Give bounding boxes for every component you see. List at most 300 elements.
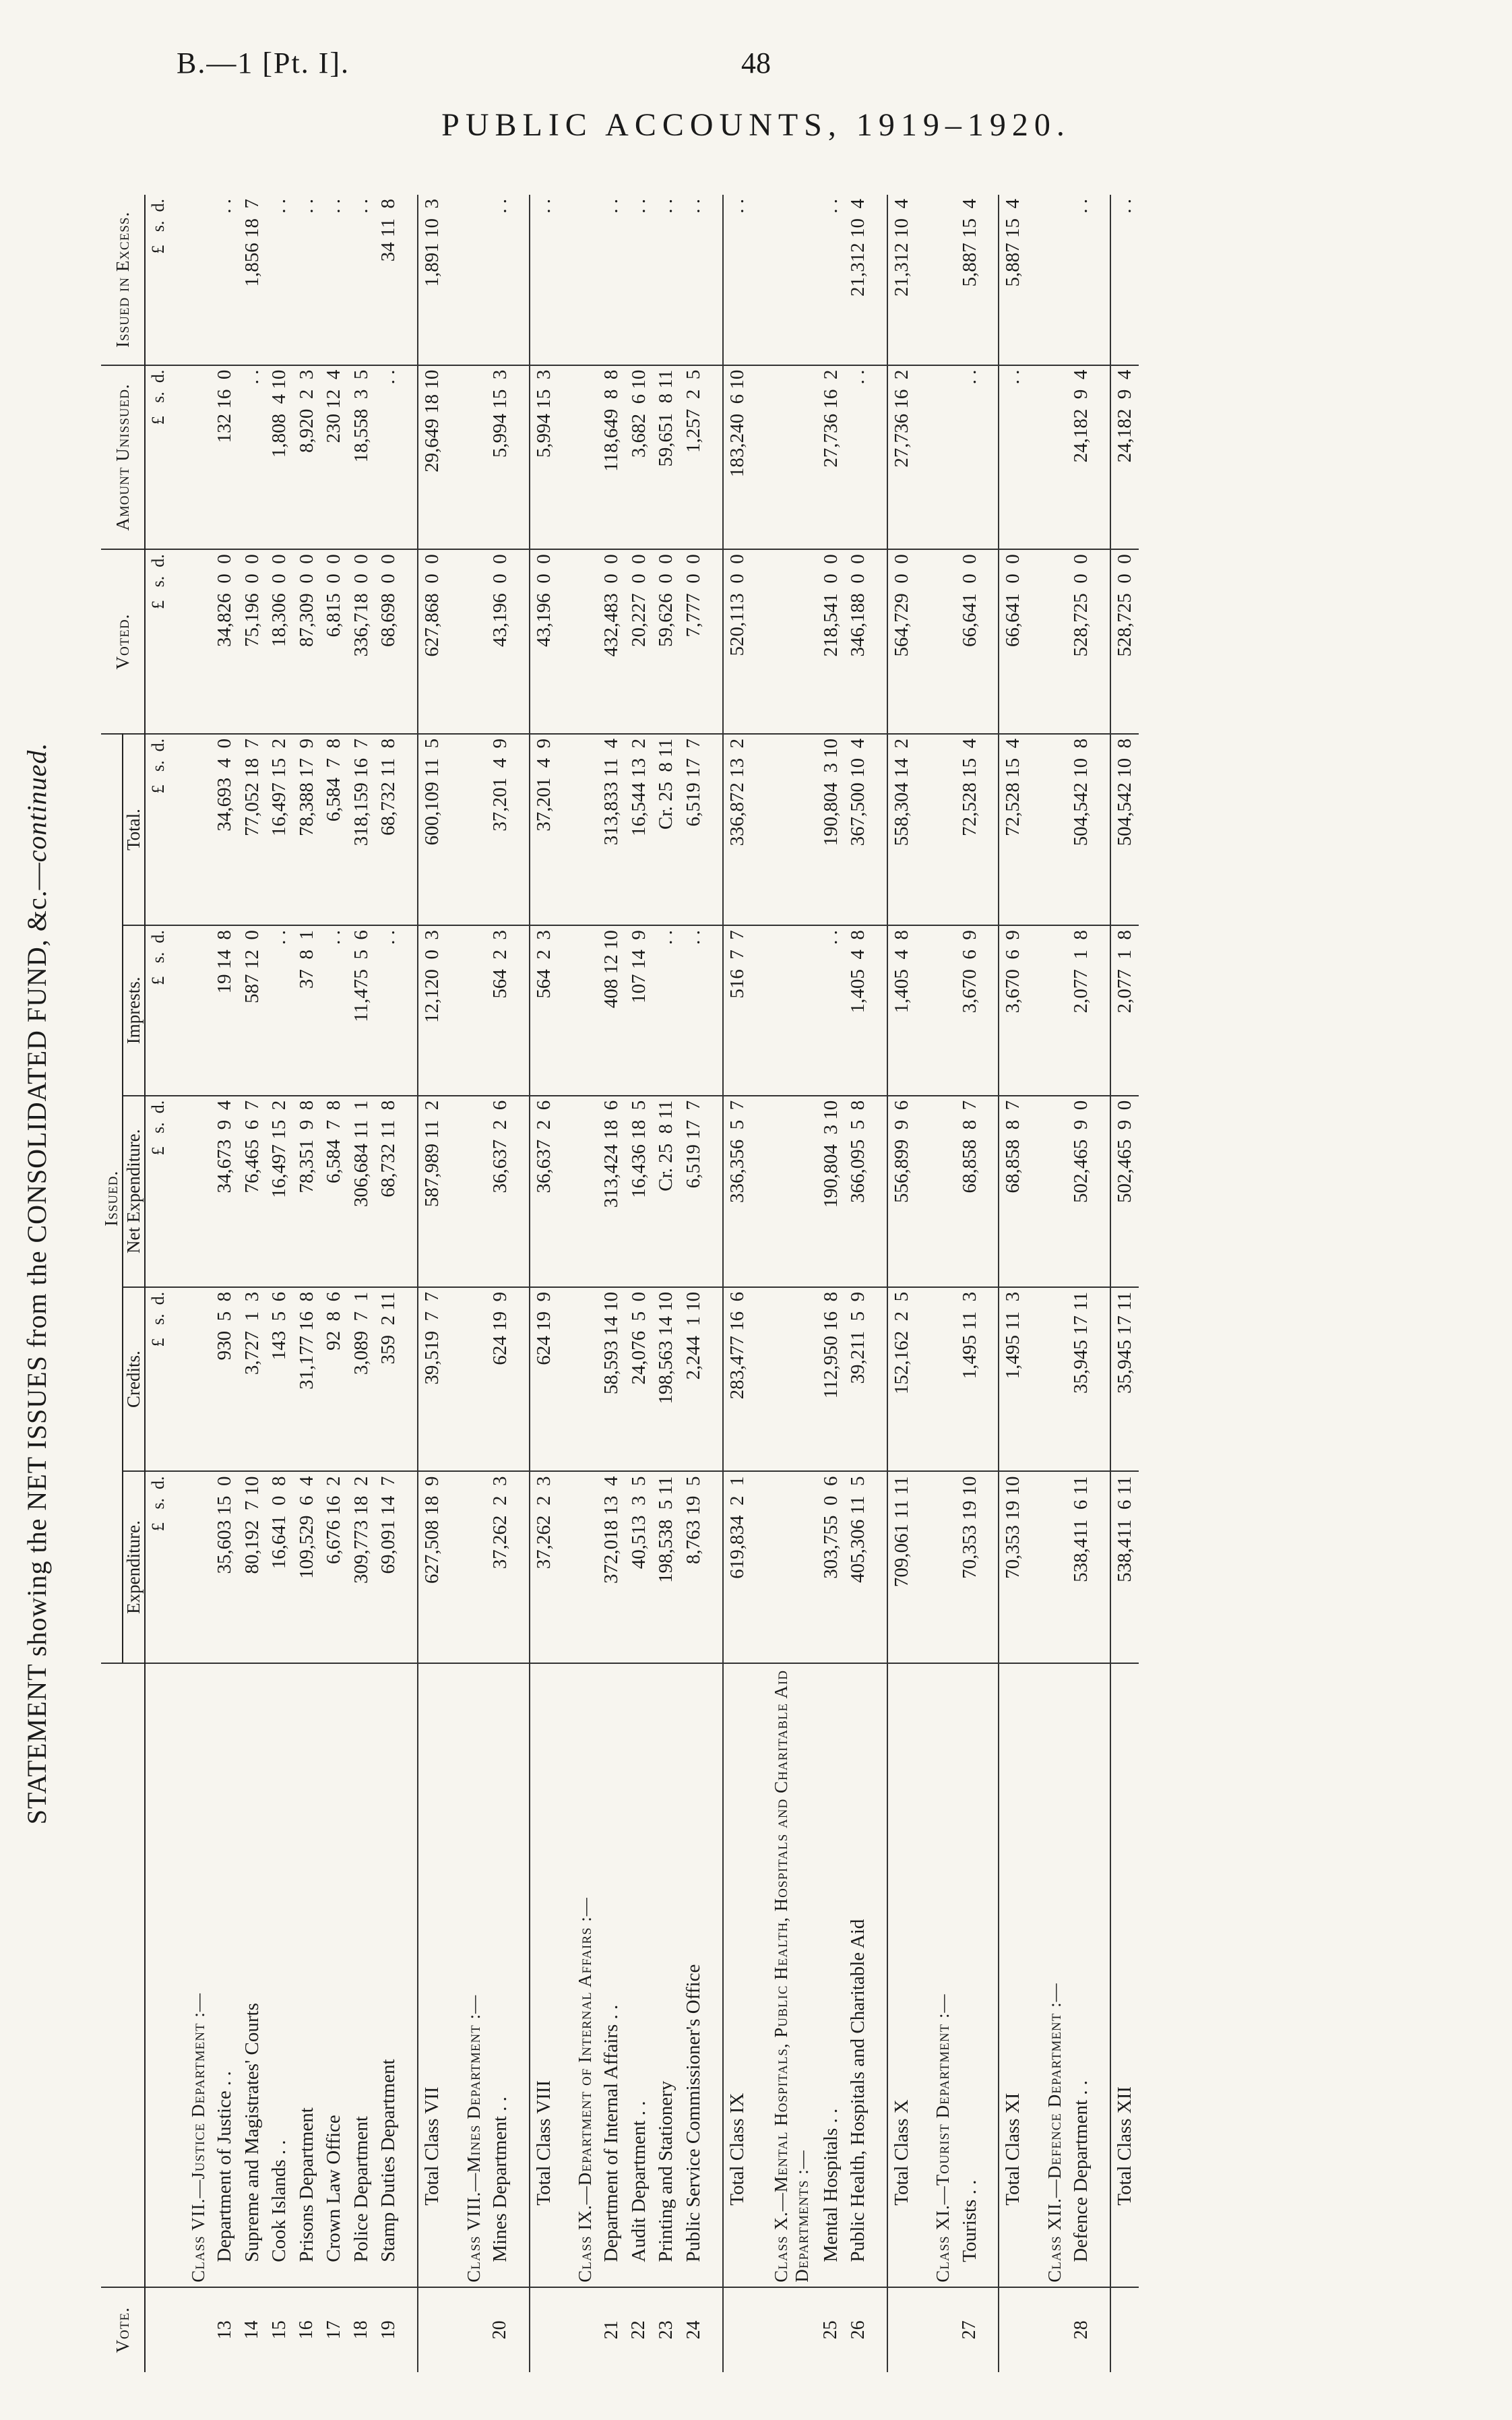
total-imp: 2,077 1 8	[1110, 925, 1139, 1096]
amount-imp: 19 14 8	[211, 925, 239, 1096]
amount-excess: . .	[350, 199, 372, 214]
empty-cell	[1042, 1287, 1067, 1472]
amount-voted: 218,541 0 0	[817, 549, 845, 734]
empty-cell	[402, 925, 418, 1096]
amount-exp: 372,018 13 4	[598, 1471, 626, 1663]
empty-cell	[446, 1287, 461, 1472]
empty-cell	[707, 365, 723, 550]
amount-exp: 35,603 15 0	[211, 1471, 239, 1663]
empty-cell	[461, 1471, 486, 1663]
row-description: Mental Hospitals . .	[817, 1663, 845, 2287]
amount-total: 77,052 18 7	[239, 734, 266, 925]
amount-net: 306,684 11 1	[348, 1096, 375, 1287]
description-cell	[557, 1663, 572, 2287]
total-excess: . .	[1110, 195, 1139, 365]
vote-cell	[999, 2287, 1027, 2372]
empty-cell	[557, 549, 572, 734]
imprests-header: Imprests.	[123, 925, 145, 1096]
empty-cell	[572, 925, 598, 1096]
amount-net: 36,637 2 6	[486, 1096, 514, 1287]
total-total: 558,304 14 2	[887, 734, 916, 925]
empty-cell	[916, 365, 931, 550]
vote-cell	[185, 2287, 211, 2372]
class-total-row	[999, 195, 1027, 2372]
empty-cell	[916, 1287, 931, 1472]
amount-imp: . .	[375, 925, 403, 1096]
empty-cell	[931, 1287, 956, 1472]
amount-total: 16,544 13 2	[625, 734, 653, 925]
vote-number: 22	[625, 2287, 653, 2372]
table-row	[653, 195, 681, 2372]
amount-cred: 35,945 17 11	[1067, 1287, 1095, 1472]
amount-total: 37,201 4 9	[486, 734, 514, 925]
amount-excess: 34 11 8	[377, 199, 400, 262]
amount-net: 366,095 5 8	[844, 1096, 872, 1287]
empty-cell	[1042, 1471, 1067, 1663]
page-number: 48	[741, 46, 771, 80]
table-row	[486, 195, 514, 2372]
vote-number: 26	[844, 2287, 872, 2372]
table-body	[145, 195, 1139, 2372]
spacer-row	[446, 195, 461, 2372]
row-description: Department of Justice . .	[211, 1663, 239, 2287]
empty-cell	[707, 195, 723, 365]
total-exp: 627,508 18 9	[418, 1471, 446, 1663]
amount-voted: 43,196 0 0	[486, 549, 514, 734]
vote-number: 14	[239, 2287, 266, 2372]
total-unissued: 29,649 18 10	[418, 365, 446, 550]
vote-cell	[170, 2287, 185, 2372]
amount-exp: 37,262 2 3	[486, 1471, 514, 1663]
amount-unissued: 24,182 9 4	[1067, 365, 1095, 550]
empty-cell	[983, 734, 999, 925]
unit-label: £ s. d.	[145, 549, 170, 734]
spacer-row	[751, 195, 766, 2372]
empty-cell	[402, 1096, 418, 1287]
total-excess: 21,312 10 4	[887, 195, 916, 365]
amount-cred: 1,495 11 3	[956, 1287, 984, 1472]
empty-cell	[514, 925, 530, 1096]
total-total: 504,542 10 8	[1110, 734, 1139, 925]
amount-excess: . .	[600, 199, 623, 214]
amount-excess: 1,856 18 7	[241, 199, 263, 287]
vote-number: 21	[598, 2287, 626, 2372]
amount-imp: 408 12 10	[598, 925, 626, 1096]
amount-cred: 3,089 7 1	[348, 1287, 375, 1472]
empty-cell	[983, 925, 999, 1096]
vote-number: 18	[348, 2287, 375, 2372]
amount-imp: . .	[320, 925, 348, 1096]
empty-cell	[872, 365, 887, 550]
total-total: 600,109 11 5	[418, 734, 446, 925]
vote-cell	[887, 2287, 916, 2372]
empty-cell	[983, 1287, 999, 1472]
vote-cell	[557, 2287, 572, 2372]
amount-excess: . .	[489, 199, 511, 214]
total-label: Total Class XII	[1110, 1663, 1139, 2287]
table-row	[598, 195, 626, 2372]
empty-cell	[514, 365, 530, 550]
vote-number: 23	[653, 2287, 681, 2372]
empty-cell	[446, 1471, 461, 1663]
empty-cell	[446, 365, 461, 550]
total-label: Total Class X	[887, 1663, 916, 2287]
amount-exp: 40,513 3 5	[625, 1471, 653, 1663]
empty-cell	[983, 1471, 999, 1663]
table-row	[680, 195, 707, 2372]
unit-label: £ s. d.	[145, 1471, 170, 1663]
amount-voted: 20,227 0 0	[625, 549, 653, 734]
empty-cell	[170, 1287, 185, 1472]
amount-cred: 359 2 11	[375, 1287, 403, 1472]
row-description: Police Department	[348, 1663, 375, 2287]
amount-unissued: 27,736 16 2	[817, 365, 845, 550]
amount-voted: 432,483 0 0	[598, 549, 626, 734]
total-exp: 70,353 19 10	[999, 1471, 1027, 1663]
description-cell	[446, 1663, 461, 2287]
unit-label: £ s. d.	[145, 1096, 170, 1287]
empty-cell	[916, 734, 931, 925]
row-description: Supreme and Magistrates' Courts	[239, 1663, 266, 2287]
amount-cred: 39,211 5 9	[844, 1287, 872, 1472]
empty-cell	[1095, 1096, 1110, 1287]
amount-excess: 5,887 15 4	[958, 199, 980, 287]
amount-voted: 75,196 0 0	[239, 549, 266, 734]
vote-number: 19	[375, 2287, 403, 2372]
unissued-header: Amount Unissued.	[101, 365, 145, 550]
class-total-row	[418, 195, 446, 2372]
unit-label: £ s. d.	[145, 1287, 170, 1472]
table-row	[844, 195, 872, 2372]
description-cell	[751, 1663, 766, 2287]
spacer-row	[557, 195, 572, 2372]
description-cell	[1095, 1663, 1110, 2287]
amount-excess: . .	[323, 199, 345, 214]
amount-voted: 66,641 0 0	[956, 549, 984, 734]
class-heading-row	[461, 195, 486, 2372]
amount-exp: 309,773 18 2	[348, 1471, 375, 1663]
empty-cell	[557, 1096, 572, 1287]
vote-number: 20	[486, 2287, 514, 2372]
total-voted: 564,729 0 0	[887, 549, 916, 734]
empty-cell	[461, 195, 486, 365]
total-exp: 709,061 11 11	[887, 1471, 916, 1663]
class-heading-row	[572, 195, 598, 2372]
empty-cell	[872, 195, 887, 365]
row-description: Public Health, Hospitals and Charitable Aid	[844, 1663, 872, 2287]
amount-excess: . .	[1070, 199, 1092, 214]
total-excess: . .	[530, 195, 558, 365]
vote-cell	[872, 2287, 887, 2372]
empty-cell	[1027, 549, 1042, 734]
document-reference: B.—1 [Pt. I].	[177, 46, 350, 80]
empty-cell	[1095, 365, 1110, 550]
voted-header: Voted.	[101, 549, 145, 734]
vote-cell	[983, 2287, 999, 2372]
empty-cell	[514, 1096, 530, 1287]
amount-cred: 31,177 16 8	[293, 1287, 321, 1472]
empty-cell	[1027, 1287, 1042, 1472]
empty-cell	[931, 365, 956, 550]
empty-cell	[751, 925, 766, 1096]
total-imp: 1,405 4 8	[887, 925, 916, 1096]
amount-unissued: 1,808 4 10	[265, 365, 293, 550]
total-voted: 627,868 0 0	[418, 549, 446, 734]
empty-cell	[983, 1096, 999, 1287]
empty-cell	[170, 925, 185, 1096]
vote-number: 28	[1067, 2287, 1095, 2372]
unit-label: £ s. d.	[145, 734, 170, 925]
empty-cell	[572, 195, 598, 365]
spacer-row	[1095, 195, 1110, 2372]
amount-imp: . .	[265, 925, 293, 1096]
amount-exp: 405,306 11 5	[844, 1471, 872, 1663]
empty-cell	[185, 365, 211, 550]
total-net: 502,465 9 0	[1110, 1096, 1139, 1287]
description-cell	[402, 1663, 418, 2287]
vote-cell	[530, 2287, 558, 2372]
empty-cell	[1027, 195, 1042, 365]
amount-net: Cr. 25 8 11	[653, 1096, 681, 1287]
empty-cell	[446, 549, 461, 734]
empty-cell	[931, 925, 956, 1096]
empty-cell	[402, 1287, 418, 1472]
total-net: 336,356 5 7	[723, 1096, 751, 1287]
row-description: Crown Law Office	[320, 1663, 348, 2287]
vote-cell	[1110, 2287, 1139, 2372]
amount-imp: 11,475 5 6	[348, 925, 375, 1096]
amount-cred: 112,950 16 8	[817, 1287, 845, 1472]
spacer-row	[1027, 195, 1042, 2372]
description-cell	[983, 1663, 999, 2287]
empty-cell	[1027, 925, 1042, 1096]
net-issues-table	[101, 195, 1139, 2372]
amount-net: 6,519 17 7	[680, 1096, 707, 1287]
unit-label: £ s. d.	[145, 365, 170, 550]
vote-number: 16	[293, 2287, 321, 2372]
empty-cell	[402, 195, 418, 365]
row-description: Stamp Duties Department	[375, 1663, 403, 2287]
amount-cred: 143 5 6	[265, 1287, 293, 1472]
empty-cell	[1095, 195, 1110, 365]
empty-cell	[916, 549, 931, 734]
empty-cell	[766, 365, 817, 550]
amount-excess: 21,312 10 4	[847, 199, 869, 297]
amount-imp: 37 8 1	[293, 925, 321, 1096]
amount-unissued: . .	[375, 365, 403, 550]
total-excess: 1,891 10 3	[418, 195, 446, 365]
table-row	[817, 195, 845, 2372]
vote-cell	[446, 2287, 461, 2372]
spacer-row	[170, 195, 185, 2372]
empty-cell	[185, 1096, 211, 1287]
class-total-row	[723, 195, 751, 2372]
total-imp: 3,670 6 9	[999, 925, 1027, 1096]
row-description: Audit Department . .	[625, 1663, 653, 2287]
amount-voted: 59,626 0 0	[653, 549, 681, 734]
empty-cell	[514, 195, 530, 365]
class-heading: Class VII.—Justice Department :—	[185, 1663, 211, 2287]
amount-net: 78,351 9 8	[293, 1096, 321, 1287]
amount-imp: . .	[680, 925, 707, 1096]
amount-imp: . .	[653, 925, 681, 1096]
empty-cell	[461, 1287, 486, 1472]
amount-net: 34,673 9 4	[211, 1096, 239, 1287]
empty-cell	[461, 734, 486, 925]
credits-header: Credits.	[123, 1287, 145, 1472]
empty-cell	[916, 1096, 931, 1287]
amount-excess: . .	[683, 199, 704, 214]
description-header	[101, 1663, 145, 2287]
page-title: PUBLIC ACCOUNTS, 1919–1920.	[441, 107, 1071, 143]
empty-cell	[872, 1096, 887, 1287]
table-row	[239, 195, 266, 2372]
empty-cell	[572, 365, 598, 550]
row-description: Defence Department . .	[1067, 1663, 1095, 2287]
table-row	[375, 195, 403, 2372]
total-exp: 538,411 6 11	[1110, 1471, 1139, 1663]
empty-cell	[185, 195, 211, 365]
spacer-row	[872, 195, 887, 2372]
amount-exp: 70,353 19 10	[956, 1471, 984, 1663]
row-description: Department of Internal Affairs . .	[598, 1663, 626, 2287]
empty-cell	[1042, 195, 1067, 365]
total-excess: . .	[723, 195, 751, 365]
amount-exp: 109,529 6 4	[293, 1471, 321, 1663]
empty-cell	[572, 1471, 598, 1663]
total-net: 556,899 9 6	[887, 1096, 916, 1287]
empty-cell	[983, 365, 999, 550]
total-unissued: . .	[999, 365, 1027, 550]
vote-number: 13	[211, 2287, 239, 2372]
empty-cell	[1042, 734, 1067, 925]
amount-total: 190,804 3 10	[817, 734, 845, 925]
page-header	[0, 0, 1512, 182]
amount-exp: 6,676 16 2	[320, 1471, 348, 1663]
class-total-row	[1110, 195, 1139, 2372]
vote-header: Vote.	[101, 2287, 145, 2372]
empty-cell	[402, 734, 418, 925]
empty-cell	[751, 734, 766, 925]
amount-imp: 3,670 6 9	[956, 925, 984, 1096]
amount-exp: 16,641 0 8	[265, 1471, 293, 1663]
empty-cell	[557, 734, 572, 925]
vote-cell	[1095, 2287, 1110, 2372]
empty-cell	[916, 1471, 931, 1663]
empty-cell	[185, 734, 211, 925]
empty-cell	[514, 549, 530, 734]
total-label: Total Class XI	[999, 1663, 1027, 2287]
empty-cell	[185, 1287, 211, 1472]
empty-cell	[1095, 734, 1110, 925]
amount-exp: 80,192 7 10	[239, 1471, 266, 1663]
empty-cell	[170, 1096, 185, 1287]
empty-cell	[766, 1471, 817, 1663]
total-net: 587,989 11 2	[418, 1096, 446, 1287]
amount-cred: 24,076 5 0	[625, 1287, 653, 1472]
empty-cell	[751, 549, 766, 734]
vote-cell	[1027, 2287, 1042, 2372]
amount-cred: 3,727 1 3	[239, 1287, 266, 1472]
amount-exp: 538,411 6 11	[1067, 1471, 1095, 1663]
amount-net: 68,732 11 8	[375, 1096, 403, 1287]
amount-total: 318,159 16 7	[348, 734, 375, 925]
amount-net: 6,584 7 8	[320, 1096, 348, 1287]
total-excess: 5,887 15 4	[999, 195, 1027, 365]
class-heading-row	[931, 195, 956, 2372]
row-description: Prisons Department	[293, 1663, 321, 2287]
empty-cell	[185, 925, 211, 1096]
total-voted: 528,725 0 0	[1110, 549, 1139, 734]
spacer-row	[707, 195, 723, 2372]
amount-total: 68,732 11 8	[375, 734, 403, 925]
empty-cell	[572, 1287, 598, 1472]
amount-imp: 107 14 9	[625, 925, 653, 1096]
class-heading: Class XI.—Tourist Department :—	[931, 1663, 956, 2287]
class-heading-row	[766, 195, 817, 2372]
amount-voted: 346,188 0 0	[844, 549, 872, 734]
total-label: Total Class VII	[418, 1663, 446, 2287]
amount-voted: 528,725 0 0	[1067, 549, 1095, 734]
vote-cell	[572, 2287, 598, 2372]
amount-total: 72,528 15 4	[956, 734, 984, 925]
empty-cell	[872, 1287, 887, 1472]
empty-cell	[170, 1471, 185, 1663]
amount-excess: . .	[268, 199, 290, 214]
empty-cell	[514, 1287, 530, 1472]
row-description: Public Service Commissioner's Office	[680, 1663, 707, 2287]
total-voted: 43,196 0 0	[530, 549, 558, 734]
empty-cell	[707, 925, 723, 1096]
empty-cell	[402, 549, 418, 734]
total-exp: 619,834 2 1	[723, 1471, 751, 1663]
total-unissued: 27,736 16 2	[887, 365, 916, 550]
vote-number: 17	[320, 2287, 348, 2372]
amount-voted: 68,698 0 0	[375, 549, 403, 734]
total-voted: 520,113 0 0	[723, 549, 751, 734]
empty-cell	[402, 1471, 418, 1663]
empty-cell	[983, 195, 999, 365]
empty-cell	[872, 925, 887, 1096]
empty-cell	[931, 734, 956, 925]
total-unissued: 5,994 15 3	[530, 365, 558, 550]
row-description: Printing and Stationery	[653, 1663, 681, 2287]
total-label: Total Class VIII	[530, 1663, 558, 2287]
vote-cell	[461, 2287, 486, 2372]
amount-total: 16,497 15 2	[265, 734, 293, 925]
amount-cred: 2,244 1 10	[680, 1287, 707, 1472]
empty-cell	[557, 365, 572, 550]
description-cell	[514, 1663, 530, 2287]
class-heading: Class XII.—Defence Department :—	[1042, 1663, 1067, 2287]
empty-cell	[1027, 1471, 1042, 1663]
unit-label: £ s. d.	[145, 925, 170, 1096]
total-cred: 39,519 7 7	[418, 1287, 446, 1472]
empty-cell	[572, 734, 598, 925]
spacer-row	[402, 195, 418, 2372]
empty-cell	[916, 195, 931, 365]
unit-label: £ s. d.	[148, 199, 168, 254]
empty-cell	[916, 925, 931, 1096]
table-row	[956, 195, 984, 2372]
empty-cell	[751, 1471, 766, 1663]
vote-cell	[766, 2287, 817, 2372]
table-row	[1067, 195, 1095, 2372]
row-description: Cook Islands . .	[265, 1663, 293, 2287]
amount-excess: . .	[295, 199, 317, 214]
vote-cell	[1042, 2287, 1067, 2372]
table-row	[265, 195, 293, 2372]
